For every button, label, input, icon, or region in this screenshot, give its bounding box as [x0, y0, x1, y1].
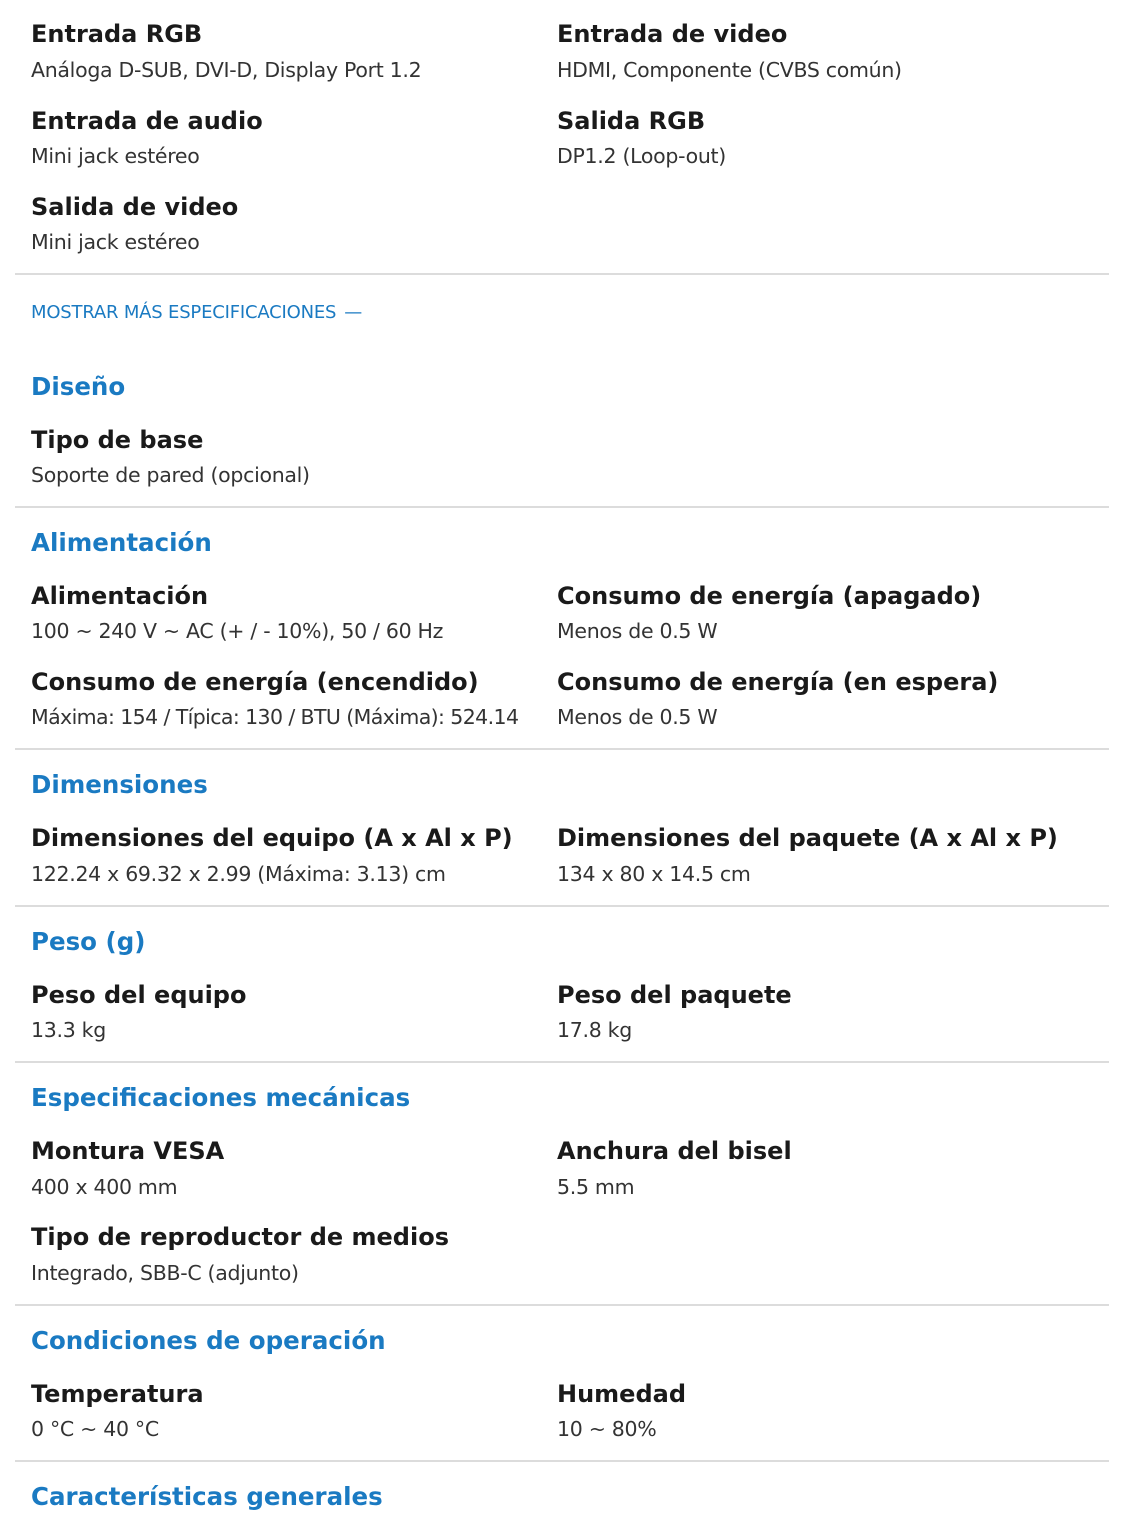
section-title-alimentacion: Alimentación — [31, 528, 212, 557]
spec-value: Máxima: 154 / Típica: 130 / BTU (Máxima): 524.14 — [31, 705, 519, 729]
spec-name: Salida RGB — [557, 107, 706, 135]
spec-value: Mini jack estéreo — [31, 230, 200, 254]
spec-name: Consumo de energía (en espera) — [557, 668, 999, 696]
divider — [15, 1304, 1109, 1306]
spec-name: Humedad — [557, 1380, 687, 1408]
divider — [15, 273, 1109, 275]
spec-value: 10 ~ 80% — [557, 1417, 657, 1441]
spec-name: Consumo de energía (encendido) — [31, 668, 479, 696]
spec-value: DP1.2 (Loop-out) — [557, 144, 726, 168]
spec-name: Peso del paquete — [557, 981, 792, 1009]
show-more-label: MOSTRAR MÁS ESPECIFICACIONES — [31, 302, 337, 323]
spec-value: 100 ~ 240 V ~ AC (+ / - 10%), 50 / 60 Hz — [31, 619, 444, 643]
spec-value: 400 x 400 mm — [31, 1175, 178, 1199]
spec-name: Montura VESA — [31, 1137, 225, 1165]
spec-name: Tipo de base — [31, 426, 204, 454]
spec-value: 0 °C ~ 40 °C — [31, 1417, 159, 1441]
spec-name: Peso del equipo — [31, 981, 247, 1009]
spec-name: Entrada de audio — [31, 107, 263, 135]
spec-name: Dimensiones del equipo (A x Al x P) — [31, 824, 513, 852]
show-more-specs-link[interactable] — [31, 299, 362, 327]
spec-value: Análoga D-SUB, DVI-D, Display Port 1.2 — [31, 58, 422, 82]
spec-value: HDMI, Componente (CVBS común) — [557, 58, 902, 82]
spec-value: Menos de 0.5 W — [557, 705, 718, 729]
divider — [15, 905, 1109, 907]
spec-name: Tipo de reproductor de medios — [31, 1223, 449, 1251]
section-title-dimensiones: Dimensiones — [31, 770, 208, 799]
spec-name: Temperatura — [31, 1380, 204, 1408]
spec-name: Entrada de video — [557, 20, 788, 48]
spec-value: 5.5 mm — [557, 1175, 635, 1199]
divider — [15, 748, 1109, 750]
spec-value: 13.3 kg — [31, 1018, 106, 1042]
spec-name: Salida de video — [31, 193, 239, 221]
spec-value: 122.24 x 69.32 x 2.99 (Máxima: 3.13) cm — [31, 862, 446, 886]
divider — [15, 506, 1109, 508]
spec-name: Alimentación — [31, 582, 209, 610]
spec-value: Soporte de pared (opcional) — [31, 463, 310, 487]
collapse-dash-icon: — — [344, 302, 363, 323]
spec-value: Mini jack estéreo — [31, 144, 200, 168]
spec-name: Entrada RGB — [31, 20, 203, 48]
spec-value: Integrado, SBB-C (adjunto) — [31, 1261, 299, 1285]
section-title-peso: Peso (g) — [31, 927, 146, 956]
section-title-diseno: Diseño — [31, 372, 126, 401]
spec-value: 17.8 kg — [557, 1018, 632, 1042]
divider — [15, 1061, 1109, 1063]
spec-value: 134 x 80 x 14.5 cm — [557, 862, 751, 886]
spec-name: Consumo de energía (apagado) — [557, 582, 982, 610]
section-title-generales: Características generales — [31, 1482, 383, 1511]
section-title-mecanicas: Especificaciones mecánicas — [31, 1083, 411, 1112]
spec-name: Anchura del bisel — [557, 1137, 792, 1165]
spec-name: Dimensiones del paquete (A x Al x P) — [557, 824, 1058, 852]
section-title-operacion: Condiciones de operación — [31, 1326, 386, 1355]
divider — [15, 1460, 1109, 1462]
spec-value: Menos de 0.5 W — [557, 619, 718, 643]
